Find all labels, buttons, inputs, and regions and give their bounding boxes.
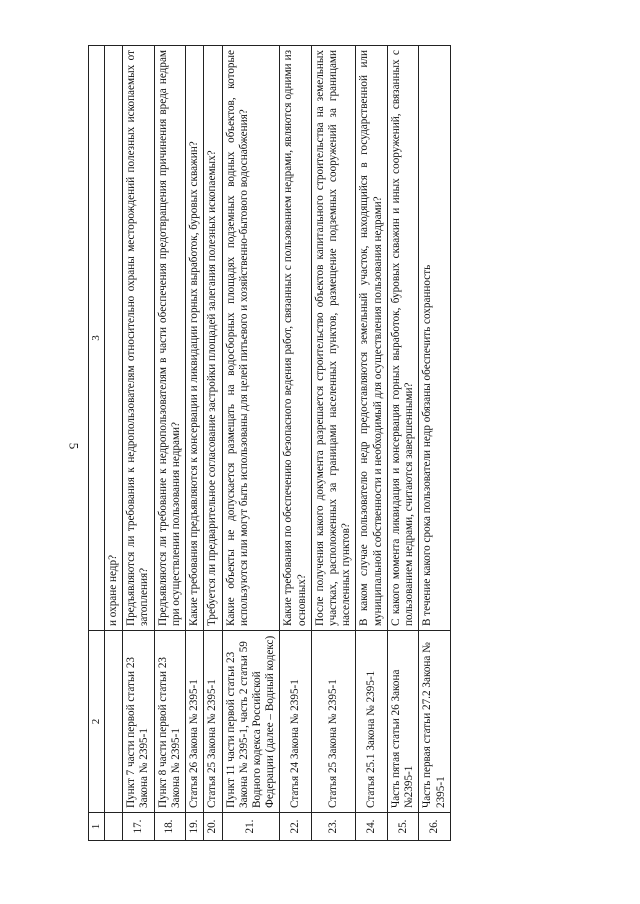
row-number: 18. [154, 813, 185, 841]
legal-reference: Пункт 11 части первой статьи 23 Закона № 2395-1, часть 2 статьи 59 Водного кодекса Российской Федерации (далее – Водный кодекс) [222, 631, 280, 813]
legal-reference: Статья 25 Закона № 2395-1 [311, 631, 356, 813]
row-number: 24. [356, 813, 387, 841]
table-row [204, 46, 222, 841]
page-number: 5 [66, 442, 82, 450]
row-number: 21. [222, 813, 280, 841]
table-row [186, 46, 204, 841]
table-row [222, 46, 280, 841]
row-number: 20. [204, 813, 222, 841]
row-number: 17. [123, 813, 154, 841]
table-row [311, 46, 356, 841]
legal-reference: Часть пятая статьи 26 Закона №2395-1 [387, 631, 418, 813]
header-col-3: 3 [89, 46, 105, 631]
question-text: Предъявляются ли требование к недропользователям в части обеспечения предотвращения причинения вреда недрам при осуществлении пользования недрами? [154, 46, 185, 631]
legal-reference [104, 631, 122, 813]
question-text: После получения какого документа разрешается строительство объектов капитального строительства на земельных участках, расположенных за границами населенных пунктов, размещение подземных сооружений за границами населенных пунктов? [311, 46, 356, 631]
question-text: и охране недр? [104, 46, 122, 631]
header-col-1: 1 [89, 813, 105, 841]
legal-reference: Статья 26 Закона № 2395-1 [186, 631, 204, 813]
table-row [123, 46, 154, 841]
table-row [154, 46, 185, 841]
question-text: Какие требования по обеспечению безопасного ведения работ, связанных с пользованием недрами, являются одними из основных? [280, 46, 311, 631]
questions-table [88, 45, 451, 841]
legal-reference: Статья 25.1 Закона № 2395-1 [356, 631, 387, 813]
table-header-row [89, 46, 105, 841]
row-number: 23. [311, 813, 356, 841]
table-row [104, 46, 122, 841]
legal-reference: Статья 24 Закона № 2395-1 [280, 631, 311, 813]
row-number: 25. [387, 813, 418, 841]
question-text: В течение какого срока пользователи недр обязаны обеспечить сохранность [419, 46, 450, 631]
question-text: Предъявляются ли требования к недропользователям относительно охраны месторождений полезных ископаемых от затопления? [123, 46, 154, 631]
row-number: 19. [186, 813, 204, 841]
row-number: 26. [419, 813, 450, 841]
row-number: 22. [280, 813, 311, 841]
table-body [104, 46, 450, 841]
document-sheet [88, 45, 596, 841]
question-text: С какого момента ликвидация и консервация горных выработок, буровых скважин и иных сооружений, связанных с пользованием недрами, считаются завершенными? [387, 46, 418, 631]
table-row [280, 46, 311, 841]
question-text: Какие объекты не допускается размещать на водосборных площадях подземных водных объектов, которые используются или могут быть использованы для целей питьевого и хозяйственно-бытового водоснабжения? [222, 46, 280, 631]
question-text: Требуется ли предварительное согласование застройки площадей залегания полезных ископаемых? [204, 46, 222, 631]
question-text: Какие требования предъявляются к консервации и ликвидации горных выработок, буровых скважин? [186, 46, 204, 631]
table-row [419, 46, 450, 841]
table-row [356, 46, 387, 841]
legal-reference: Пункт 8 части первой статьи 23 Закона № 2395-1 [154, 631, 185, 813]
legal-reference: Пункт 7 части первой статьи 23 Закона № 2395-1 [123, 631, 154, 813]
table-row [387, 46, 418, 841]
row-number [104, 813, 122, 841]
legal-reference: Часть первая статьи 27.2 Закона № 2395-1 [419, 631, 450, 813]
header-col-2: 2 [89, 631, 105, 813]
legal-reference: Статья 25 Закона № 2395-1 [204, 631, 222, 813]
question-text: В каком случае пользователю недр предоставляются земельный участок, находящийся в государственной или муниципальной собственности и необходимый для осуществления пользования недрами? [356, 46, 387, 631]
